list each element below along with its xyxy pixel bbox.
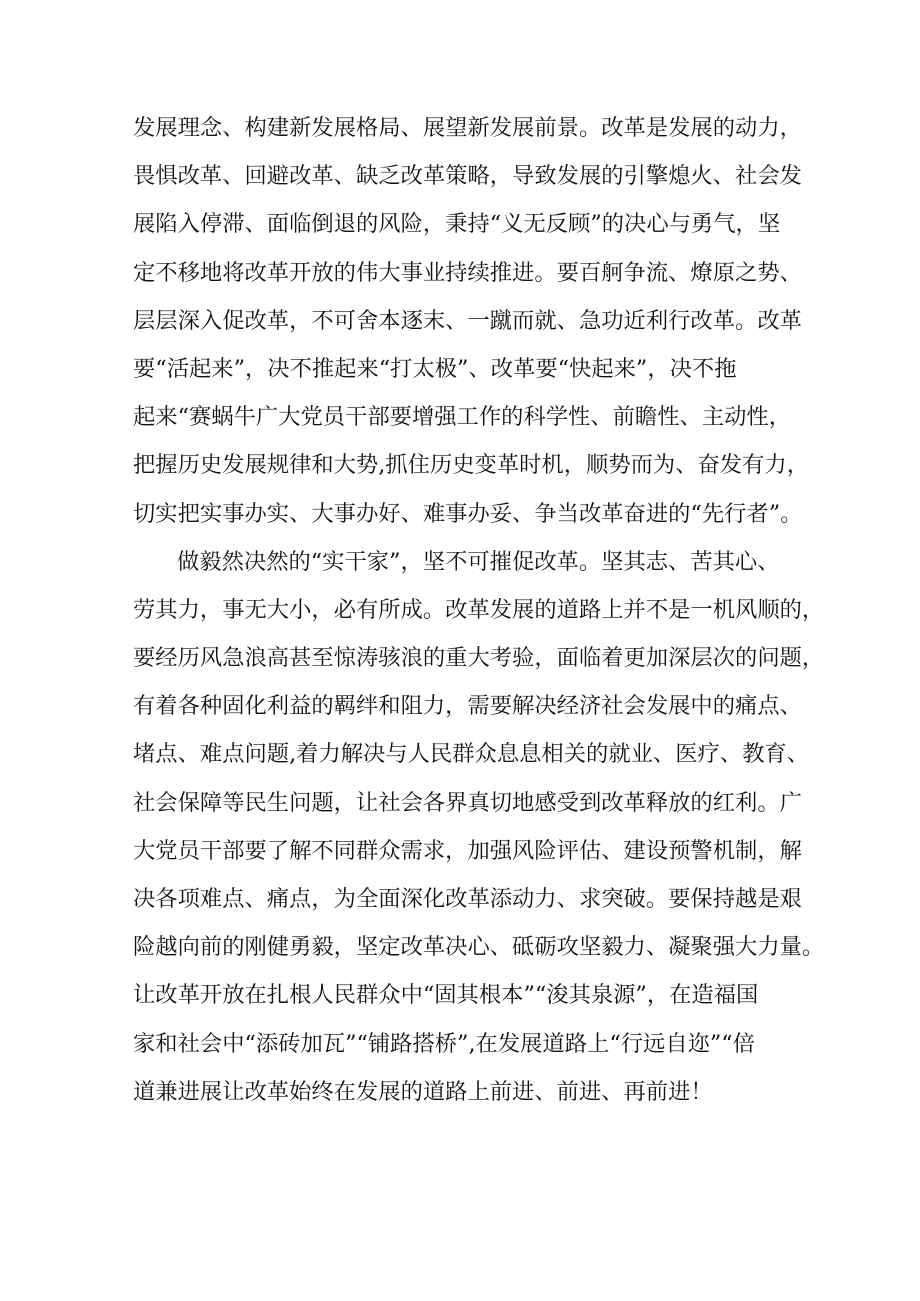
paragraph-line: 让改革开放在扎根人民群众中“固其根本”“浚其泉源”，在造福国 [133,982,759,1009]
paragraph-line: 大党员干部要了解不同群众需求，加强风险评估、建设预警机制，解 [133,837,802,864]
paragraph-line: 展陷入停滞、面临倒退的风险，秉持“义无反顾”的决心与勇气，坚 [133,211,781,238]
paragraph-line: 劳其力，事无大小，必有所成。改革发展的道路上并不是一机风顺的， [133,596,825,623]
paragraph-2 [133,538,825,1116]
paragraph-line: 社会保障等民生问题，让社会各界真切地感受到改革释放的红利。广 [133,789,802,816]
paragraph-line: 要经历风急浪高甚至惊涛骇浪的重大考验，面临着更加深层次的问题， [133,645,825,672]
paragraph-line: 切实把实事办实、大事办好、难事办妥、争当改革奋进的“先行者”。 [133,500,803,527]
paragraph-line: 有着各种固化利益的羁绊和阻力，需要解决经济社会发展中的痛点、 [133,693,802,720]
paragraph-line: 道兼进展让改革始终在发展的道路上前进、前进、再前进！ [133,1078,713,1105]
paragraph-line: 发展理念、构建新发展格局、展望新发展前景。改革是发展的动力， [133,115,802,141]
paragraph-line: 起来“赛蜗牛广大党员干部要增强工作的科学性、前瞻性、主动性， [133,404,792,431]
paragraph-line: 险越向前的刚健勇毅，坚定改革决心、砥砺攻坚毅力、凝聚强大力量。 [133,934,825,961]
paragraph-line: 决各项难点、痛点，为全面深化改革添动力、求突破。要保持越是艰 [133,886,802,912]
paragraph-line: 堵点、难点问题,着力解决与人民群众息息相关的就业、医疗、教育、 [133,741,809,768]
document-body [133,104,825,1116]
paragraph-1 [133,104,809,538]
paragraph-line: 要“活起来”，决不推起来“打太极”、改革要“快起来”，决不拖 [133,355,737,382]
paragraph-line: 家和社会中“添砖加瓦”“铺路搭桥”,在发展道路上“行远自迩”“倍 [133,1030,756,1057]
paragraph-line: 定不移地将改革开放的伟大事业持续推进。要百舸争流、燎原之势、 [133,259,802,286]
paragraph-line: 把握历史发展规律和大势,抓住历史变革时机，顺势而为、奋发有力， [133,452,809,479]
paragraph-line: 畏惧改革、回避改革、缺乏改革策略，导致发展的引擎熄火、社会发 [133,163,802,190]
paragraph-first-line: 做毅然决然的“实干家”，坚不可摧促改革。坚其志、苦其心、 [177,548,780,575]
paragraph-line: 层层深入促改革，不可舍本逐末、一蹴而就、急功近利行改革。改革 [133,307,802,334]
